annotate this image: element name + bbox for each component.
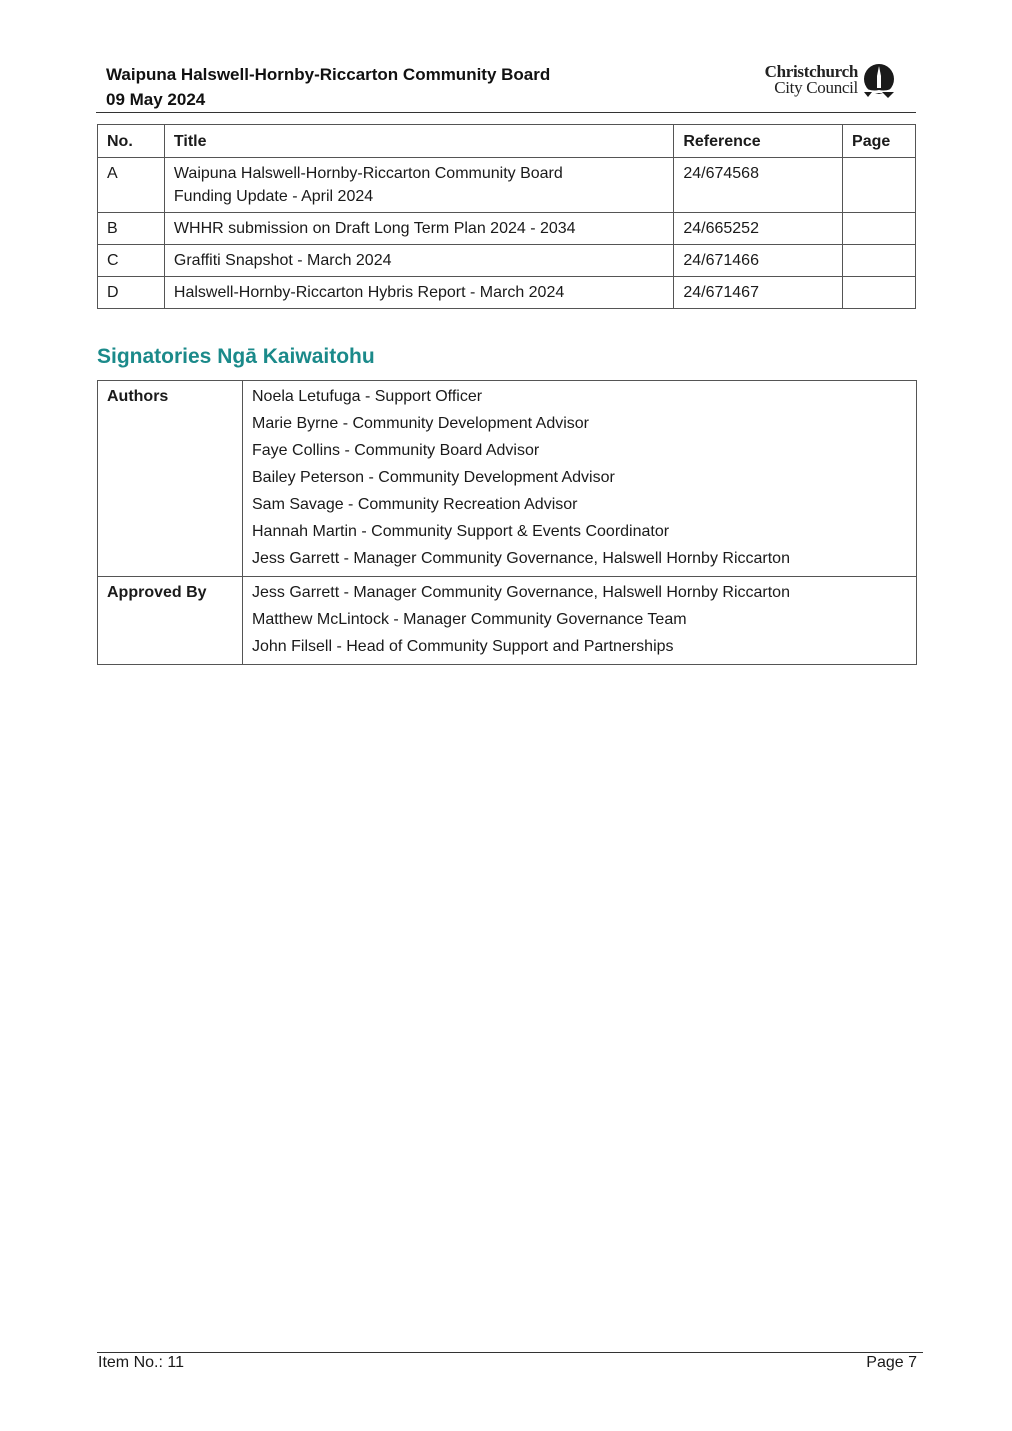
approved-row — [98, 577, 917, 665]
column-header-reference: Reference — [674, 125, 843, 158]
board-name: Waipuna Halswell-Hornby-Riccarton Community Board — [106, 65, 551, 84]
column-header-title: Title — [164, 125, 673, 158]
meeting-date: 09 May 2024 — [106, 90, 206, 109]
table-row — [98, 158, 916, 213]
author-entry: Marie Byrne - Community Development Advisor — [252, 415, 590, 432]
attachment-title-line: Waipuna Halswell-Hornby-Riccarton Community Board — [173, 165, 563, 182]
attachment-title: Graffiti Snapshot - March 2024 — [164, 245, 673, 277]
attachment-page — [843, 213, 916, 245]
authors-label: Authors — [98, 381, 243, 577]
attachment-reference: 24/671467 — [674, 277, 843, 309]
table-row — [98, 277, 916, 309]
approvers-list — [243, 577, 917, 665]
attachment-reference: 24/674568 — [674, 158, 843, 213]
signatories-table — [97, 380, 917, 665]
signatories-heading: Signatories Ngā Kaiwaitohu — [97, 345, 375, 368]
authors-list — [243, 381, 917, 577]
column-header-no: No. — [98, 125, 165, 158]
approver-entry: Matthew McLintock - Manager Community Governance Team — [252, 611, 687, 628]
table-row — [98, 213, 916, 245]
attachment-page — [843, 245, 916, 277]
attachment-title — [164, 158, 673, 213]
table-row — [98, 245, 916, 277]
attachment-reference: 24/665252 — [674, 213, 843, 245]
header-divider — [96, 112, 916, 113]
author-entry: Sam Savage - Community Recreation Advisor — [252, 496, 578, 513]
authors-row — [98, 381, 917, 577]
council-logo — [746, 62, 900, 102]
footer-divider — [97, 1352, 923, 1353]
attachment-title-line: Funding Update - April 2024 — [173, 188, 374, 205]
column-header-page: Page — [843, 125, 916, 158]
table-header-row — [98, 125, 916, 158]
attachment-page — [843, 158, 916, 213]
logo-text — [765, 64, 858, 96]
approver-entry: Jess Garrett - Manager Community Governance, Halswell Hornby Riccarton — [252, 584, 790, 601]
attachment-no: B — [98, 213, 165, 245]
approved-label: Approved By — [98, 577, 243, 665]
author-entry: Jess Garrett - Manager Community Governance, Halswell Hornby Riccarton — [252, 550, 790, 567]
attachment-no: A — [98, 158, 165, 213]
attachment-title: WHHR submission on Draft Long Term Plan 2024 - 2034 — [164, 213, 673, 245]
logo-line-2: City Council — [774, 78, 858, 97]
attachment-page — [843, 277, 916, 309]
author-entry: Faye Collins - Community Board Advisor — [252, 442, 540, 459]
item-number: Item No.: 11 — [98, 1354, 184, 1371]
attachment-no: C — [98, 245, 165, 277]
attachment-reference: 24/671466 — [674, 245, 843, 277]
author-entry: Bailey Peterson - Community Development Advisor — [252, 469, 615, 486]
attachment-no: D — [98, 277, 165, 309]
attachments-table — [97, 124, 916, 309]
approver-entry: John Filsell - Head of Community Support and Partnerships — [252, 638, 674, 655]
author-entry: Hannah Martin - Community Support & Events Coordinator — [252, 523, 670, 540]
logo-line-1: Christchurch — [764, 62, 858, 81]
cathedral-icon — [860, 62, 898, 100]
author-entry: Noela Letufuga - Support Officer — [252, 388, 483, 405]
page-number: Page 7 — [866, 1354, 917, 1371]
attachment-title: Halswell-Hornby-Riccarton Hybris Report - March 2024 — [164, 277, 673, 309]
